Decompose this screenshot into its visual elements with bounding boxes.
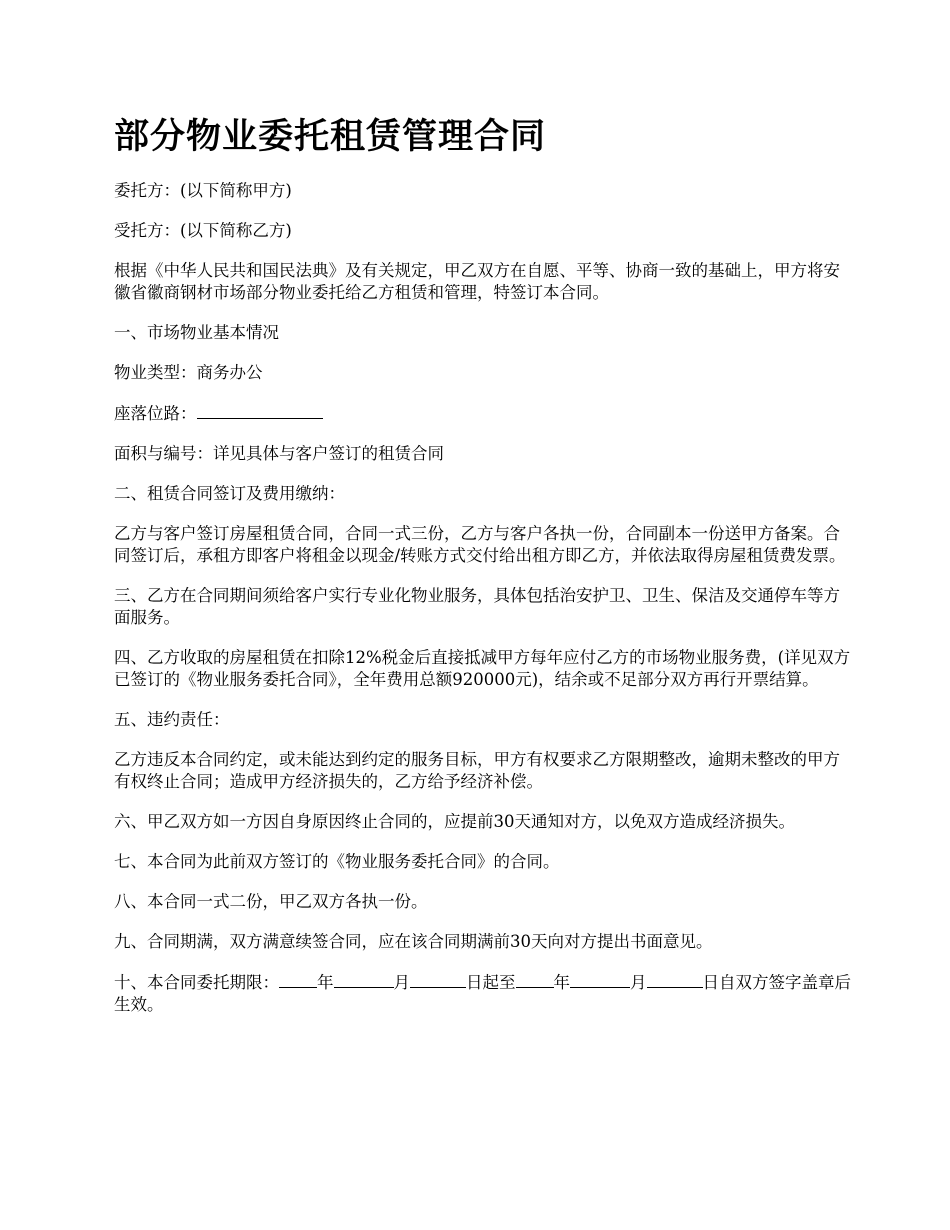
intro-paragraph: 根据《中华人民共和国民法典》及有关规定，甲乙双方在自愿、平等、协商一致的基础上，甲方将安徽省徽商钢材市场部分物业委托给乙方租赁和管理，特签订本合同。 [114, 261, 840, 302]
location-label: 座落位路： [114, 404, 197, 423]
section3: 三、乙方在合同期间须给客户实行专业化物业服务，具体包括治安护卫、卫生、保洁及交通停车等方面服务。 [114, 586, 840, 627]
section2-heading: 二、租赁合同签订及费用缴纳： [114, 484, 345, 503]
start-year-blank [279, 971, 317, 988]
section10-suffix: 日自双方签字盖章后生效。 [114, 973, 851, 1014]
section7: 七、本合同为此前双方签订的《物业服务委托合同》的合同。 [114, 852, 560, 871]
section1-heading: 一、市场物业基本情况 [114, 323, 279, 342]
section4: 四、乙方收取的房屋租赁在扣除12%税金后直接抵减甲方每年应付乙方的市场物业服务费，(详见双方已签订的《物业服务委托合同》，全年费用总额920000元)，结余或不足部分双方再行开票结算。 [114, 648, 851, 689]
start-day-blank [410, 971, 466, 988]
document-title: 部分物业委托租赁管理合同 [114, 117, 547, 157]
section10-year1: 年 [317, 973, 334, 992]
section10-month1: 月 [393, 973, 410, 992]
section10-month2: 月 [630, 973, 647, 992]
section5-body: 乙方违反本合同约定，或未能达到约定的服务目标，甲方有权要求乙方限期整改，逾期未整改的甲方有权终止合同；造成甲方经济损失的，乙方给予经济补偿。 [114, 750, 840, 791]
end-month-blank [570, 971, 630, 988]
start-month-blank [334, 971, 394, 988]
section5-heading: 五、违约责任： [114, 710, 230, 729]
end-year-blank [516, 971, 554, 988]
section9: 九、合同期满，双方满意续签合同，应在该合同期满前30天向对方提出书面意见。 [114, 932, 713, 951]
contract-document [114, 112, 854, 1034]
location-line [114, 402, 854, 425]
section10-prefix: 十、本合同委托期限： [114, 973, 279, 992]
section2-body: 乙方与客户签订房屋租赁合同，合同一式三份，乙方与客户各执一份，合同副本一份送甲方备案。合同签订后，承租方即客户将租金以现金/转账方式交付给出租方即乙方，并依法取得房屋租赁费发票。 [114, 524, 846, 565]
end-day-blank [647, 971, 703, 988]
trustee-party: 受托方：(以下简称乙方) [114, 221, 292, 240]
section8: 八、本合同一式二份，甲乙双方各执一份。 [114, 892, 428, 911]
client-party: 委托方：(以下简称甲方) [114, 181, 292, 200]
section6: 六、甲乙双方如一方因自身原因终止合同的，应提前30天通知对方，以免双方造成经济损失。 [114, 812, 795, 831]
area-number: 面积与编号：详见具体与客户签订的租赁合同 [114, 444, 444, 463]
property-type: 物业类型：商务办公 [114, 363, 263, 382]
location-blank [197, 402, 323, 419]
section10-year2: 年 [553, 973, 570, 992]
section10-from: 日起至 [466, 973, 516, 992]
section10 [114, 971, 854, 1016]
